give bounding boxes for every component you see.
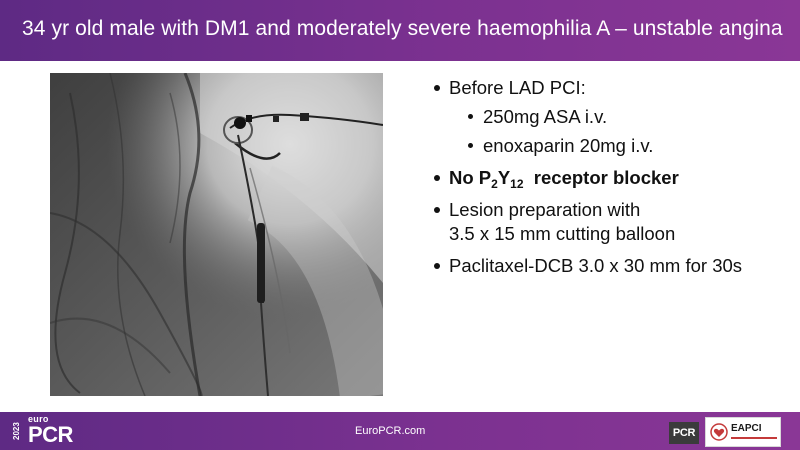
heart-icon xyxy=(710,423,728,441)
subscript: 2 xyxy=(491,177,498,191)
bullet-text: Before LAD PCI: xyxy=(449,77,586,98)
bullet-text-line: Lesion preparation with xyxy=(449,199,641,220)
title-bar xyxy=(0,0,800,61)
year-label: 2023 xyxy=(12,422,21,440)
bullet-paclitaxel-dcb xyxy=(432,254,787,278)
angiogram-graphic xyxy=(50,73,383,396)
website-link[interactable]: EuroPCR.com xyxy=(355,425,426,437)
europcr-logo-top: euro xyxy=(28,414,49,424)
sub-bullet-enoxaparin xyxy=(466,134,787,158)
sub-bullet-asa xyxy=(466,105,787,129)
eapci-underline xyxy=(731,437,777,439)
bullet-no-p2y12 xyxy=(432,166,787,190)
bullet-list xyxy=(432,76,787,286)
sub-bullet-text: enoxaparin 20mg i.v. xyxy=(483,135,654,156)
eapci-logo-badge xyxy=(705,417,781,447)
bullet-text-part: receptor blocker xyxy=(523,167,679,188)
bullet-lesion-preparation xyxy=(432,198,787,246)
bullet-text-part: Y xyxy=(497,167,511,188)
slide-title: 34 yr old male with DM1 and moderately severe haemophilia A – unstable angina xyxy=(22,17,783,40)
subscript: 12 xyxy=(510,177,524,191)
europcr-logo-main: PCR xyxy=(28,422,73,447)
sub-bullet-text: 250mg ASA i.v. xyxy=(483,106,608,127)
angiogram-image xyxy=(50,73,383,396)
pcr-logo-badge: PCR xyxy=(669,422,699,444)
bullet-before-lad-pci xyxy=(432,76,787,158)
bullet-text-part: No P xyxy=(449,167,492,188)
bullet-text-line: 3.5 x 15 mm cutting balloon xyxy=(449,223,676,244)
eapci-label: EAPCI xyxy=(731,423,762,434)
bullet-text: Paclitaxel-DCB 3.0 x 30 mm for 30s xyxy=(449,255,743,276)
